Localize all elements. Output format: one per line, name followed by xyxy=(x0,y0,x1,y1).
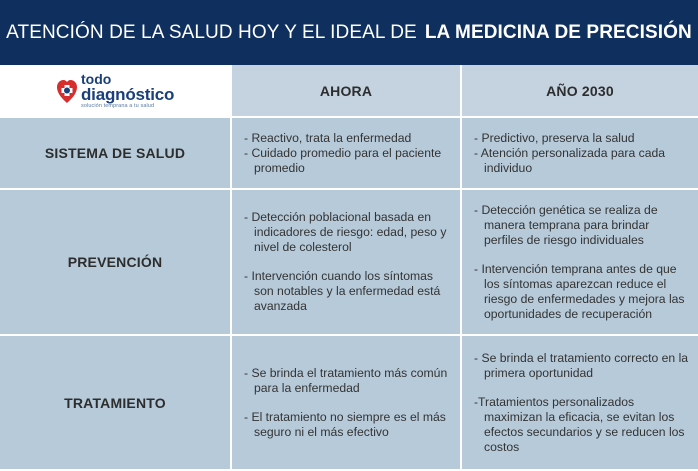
title-bold: LA MEDICINA DE PRECISIÓN xyxy=(424,21,692,43)
bullet-list xyxy=(474,131,690,176)
row-header-tratamiento xyxy=(0,336,232,471)
list-item: - Detección genética se realiza de manera temprana para brindar perfiles de riesgo individuales xyxy=(474,202,658,247)
table-cell xyxy=(232,118,462,190)
table-cell xyxy=(462,118,698,190)
list-item: - Se brinda el tratamiento correcto en la primera oportunidad xyxy=(474,350,689,380)
column-header-label: AHORA xyxy=(319,82,373,99)
bullet-list xyxy=(244,366,452,440)
list-item: - Intervención cuando los síntomas son notables y la enfermedad está avanzada xyxy=(244,269,441,313)
page-title xyxy=(0,0,698,65)
row-header-prevencion xyxy=(0,190,232,336)
bullet-list xyxy=(244,210,452,314)
brand-logo[interactable] xyxy=(56,72,174,110)
list-item: - Intervención temprana antes de que los síntomas aparezcan reduce el riesgo de enfermedades y mejora las oportunidades de recuperación xyxy=(474,261,685,321)
row-header-label: TRATAMIENTO xyxy=(64,394,166,411)
column-header-2030 xyxy=(462,65,698,118)
list-item: - Reactivo, trata la enfermedad xyxy=(244,130,412,145)
bullet-list xyxy=(244,131,452,176)
table-cell xyxy=(462,336,698,471)
logo-cell xyxy=(0,65,232,118)
heart-cross-icon xyxy=(56,77,78,105)
table-cell xyxy=(232,336,462,471)
row-header-label: SISTEMA DE SALUD xyxy=(44,145,186,161)
logo-line1: todo xyxy=(81,70,112,87)
row-header-label: PREVENCIÓN xyxy=(67,254,163,270)
list-item: - Detección poblacional basada en indicadores de riesgo: edad, peso y nivel de colesterol xyxy=(244,210,447,254)
logo-line2: diagnóstico xyxy=(81,84,175,104)
list-item: - Se brinda el tratamiento más común para la enfermedad xyxy=(244,365,448,395)
table-cell xyxy=(232,190,462,336)
list-item: - Cuidado promedio para el paciente promedio xyxy=(244,145,442,175)
row-header-sistema xyxy=(0,118,232,190)
list-item: -Tratamientos personalizados maximizan la eficacia, se evitan los efectos secundarios y se reducen los costos xyxy=(474,394,685,454)
column-header-ahora xyxy=(232,65,462,118)
comparison-table xyxy=(0,65,698,471)
title-regular: ATENCIÓN DE LA SALUD HOY Y EL IDEAL DE xyxy=(6,21,417,43)
bullet-list xyxy=(474,351,690,455)
bullet-list xyxy=(474,203,690,322)
list-item: - El tratamiento no siempre es el más seguro ni el más efectivo xyxy=(244,409,446,439)
logo-tagline: solución temprana a tu salud xyxy=(81,102,155,109)
table-cell xyxy=(462,190,698,336)
column-header-label: AÑO 2030 xyxy=(546,82,614,99)
list-item: - Atención personalizada para cada individuo xyxy=(474,145,666,175)
list-item: - Predictivo, preserva la salud xyxy=(474,130,635,145)
